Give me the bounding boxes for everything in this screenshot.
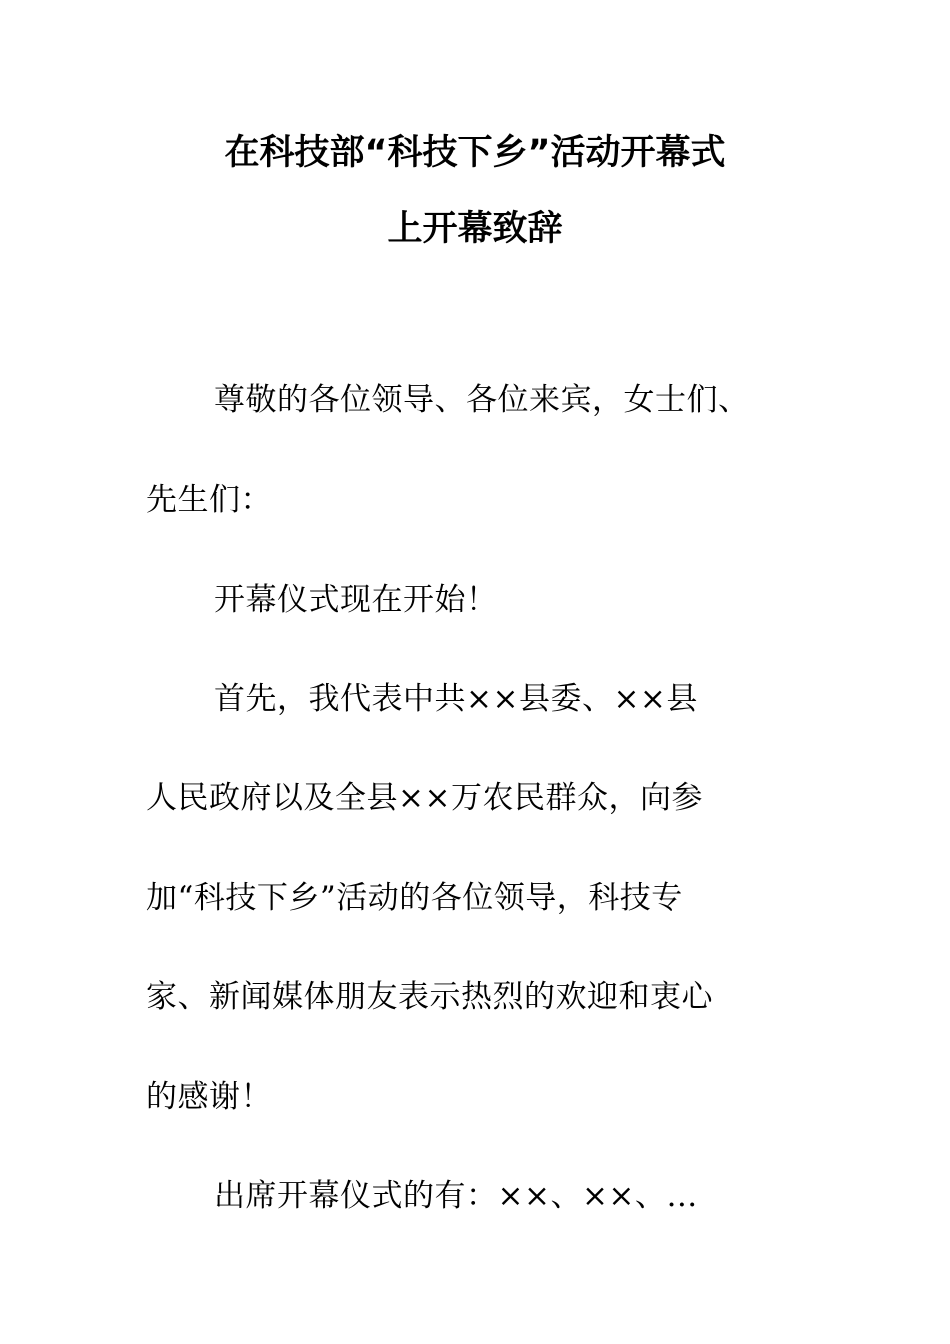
document-title-line-1: 在科技部“科技下乡”活动开幕式 (224, 133, 726, 173)
paragraph-welcome-line-5: 的感谢！ (146, 1079, 272, 1115)
paragraph-opening-line: 开幕仪式现在开始！ (214, 582, 498, 618)
paragraph-welcome-line-2: 人民政府以及全县××万农民群众，向参 (146, 780, 703, 816)
paragraph-welcome-line-4: 家、新闻媒体朋友表示热烈的欢迎和衷心 (146, 979, 713, 1015)
document-title-line-2: 上开幕致辞 (387, 209, 563, 249)
paragraph-welcome-line-1: 首先，我代表中共××县委、××县 (214, 681, 698, 717)
paragraph-salutation-line-2: 先生们： (146, 482, 272, 518)
paragraph-attendees-line: 出席开幕仪式的有：××、××、… (214, 1178, 698, 1214)
paragraph-salutation-line-1: 尊敬的各位领导、各位来宾，女士们、 (214, 382, 750, 418)
paragraph-welcome-line-3: 加“科技下乡”活动的各位领导，科技专 (146, 880, 683, 916)
